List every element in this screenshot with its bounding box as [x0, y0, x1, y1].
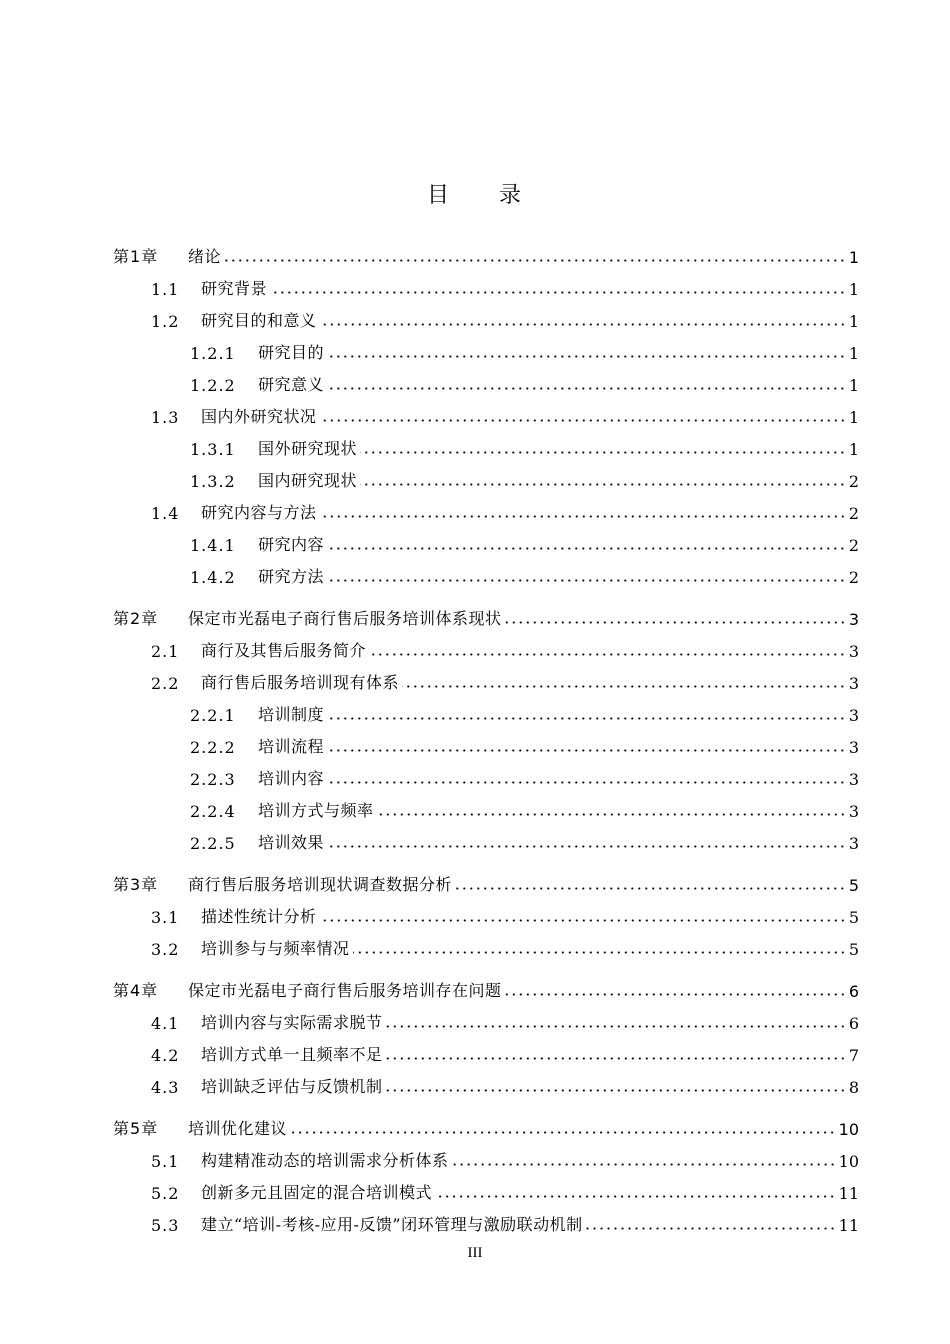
toc-section-entry[interactable]: [151, 1037, 859, 1065]
toc-section-entry[interactable]: [151, 665, 859, 693]
toc-entry-page: 5: [848, 876, 859, 895]
toc-entry-page: 5: [848, 940, 859, 959]
toc-dot-leader: [455, 887, 846, 890]
toc-chapter-entry[interactable]: [113, 973, 859, 1001]
toc-entry-title: 研究目的和意义: [201, 311, 317, 330]
toc-dot-leader: [452, 1163, 836, 1166]
toc-dot-leader: [386, 1057, 846, 1060]
toc-chapter-entry[interactable]: [113, 867, 859, 895]
toc-dot-leader: [327, 781, 846, 784]
toc-entry-title: 研究意义: [258, 375, 325, 394]
toc-entry-title: 培训方式单一且频率不足: [201, 1045, 383, 1064]
toc-section-entry[interactable]: [151, 931, 859, 959]
toc-entry-title: 构建精准动态的培训需求分析体系: [201, 1151, 449, 1170]
toc-entry-title: 研究内容与方法: [201, 503, 317, 522]
toc-section-entry[interactable]: [151, 899, 859, 927]
toc-entry-title: 研究背景: [201, 279, 268, 298]
toc-entry-number: 3.2: [151, 940, 180, 959]
toc-subsection-entry[interactable]: [190, 335, 859, 363]
toc-entry-number: 2.2: [151, 674, 180, 693]
toc-entry-number: 1.2.2: [190, 376, 236, 395]
toc-dot-leader: [360, 451, 846, 454]
toc-subsection-entry[interactable]: [190, 527, 859, 555]
toc-entry-title: 培训参与与频率情况: [201, 939, 350, 958]
toc-entry-title: 保定市光磊电子商行售后服务培训体系现状: [188, 609, 502, 628]
toc-entry-number: 5.2: [151, 1184, 180, 1203]
toc-dot-leader: [290, 1131, 836, 1134]
toc-entry-number: 2.2.5: [190, 834, 236, 853]
toc-entry-title: 商行售后服务培训现有体系: [201, 673, 400, 692]
toc-entry-number: 2.2.3: [190, 770, 236, 789]
toc-section-entry[interactable]: [151, 1069, 859, 1097]
toc-subsection-entry[interactable]: [190, 431, 859, 459]
toc-entry-page: 3: [848, 834, 859, 853]
toc-subsection-entry[interactable]: [190, 793, 859, 821]
toc-entry-number: 1.3.2: [190, 472, 236, 491]
toc-entry-number: 1.1: [151, 280, 180, 299]
toc-entry-title: 商行售后服务培训现状调查数据分析: [188, 875, 453, 894]
toc-dot-leader: [327, 355, 846, 358]
toc-subsection-entry[interactable]: [190, 463, 859, 491]
toc-entry-page: 3: [848, 802, 859, 821]
toc-entry-page: 1: [848, 440, 859, 459]
toc-entry-number: 1.4: [151, 504, 180, 523]
toc-entry-title: 培训缺乏评估与反馈机制: [201, 1077, 383, 1096]
toc-entry-number: 2.2.4: [190, 802, 236, 821]
toc-subsection-entry[interactable]: [190, 825, 859, 853]
toc-entry-title: 国外研究现状: [258, 439, 358, 458]
toc-entry-title: 培训内容与实际需求脱节: [201, 1013, 383, 1032]
toc-entry-number: 5.1: [151, 1152, 180, 1171]
toc-entry-page: 8: [848, 1078, 859, 1097]
toc-entry-page: 6: [848, 982, 859, 1001]
toc-entry-page: 2: [848, 504, 859, 523]
toc-section-entry[interactable]: [151, 1207, 859, 1235]
toc-entry-title: 研究内容: [258, 535, 325, 554]
toc-section-entry[interactable]: [151, 1005, 859, 1033]
toc-subsection-entry[interactable]: [190, 559, 859, 587]
toc-entry-title: 培训制度: [258, 705, 325, 724]
toc-subsection-entry[interactable]: [190, 729, 859, 757]
toc-dot-leader: [320, 919, 846, 922]
toc-dot-leader: [369, 653, 846, 656]
toc-subsection-entry[interactable]: [190, 697, 859, 725]
toc-section-entry[interactable]: [151, 303, 859, 331]
toc-entry-number: 第5章: [113, 1119, 159, 1138]
toc-entry-page: 1: [848, 408, 859, 427]
toc-entry-page: 1: [848, 376, 859, 395]
toc-entry-number: 1.3.1: [190, 440, 236, 459]
toc-dot-leader: [386, 1089, 846, 1092]
toc-chapter-entry[interactable]: [113, 239, 859, 267]
toc-entry-title: 研究方法: [258, 567, 325, 586]
toc-section-entry[interactable]: [151, 271, 859, 299]
toc-entry-page: 5: [848, 908, 859, 927]
toc-entry-page: 1: [848, 344, 859, 363]
toc-entry-page: 11: [838, 1216, 859, 1235]
toc-entry-number: 第4章: [113, 981, 159, 1000]
toc-entry-page: 3: [848, 706, 859, 725]
toc-entry-title: 绪论: [188, 247, 222, 266]
toc-dot-leader: [586, 1227, 836, 1230]
toc-entry-title: 培训流程: [258, 737, 325, 756]
toc-dot-leader: [320, 515, 846, 518]
toc-section-entry[interactable]: [151, 633, 859, 661]
toc-entry-page: 3: [848, 770, 859, 789]
toc-entry-page: 3: [848, 642, 859, 661]
toc-entry-title: 商行及其售后服务简介: [201, 641, 367, 660]
toc-dot-leader: [402, 685, 846, 688]
toc-entry-title: 保定市光磊电子商行售后服务培训存在问题: [188, 981, 502, 1000]
toc-entry-number: 2.1: [151, 642, 180, 661]
toc-dot-leader: [320, 419, 846, 422]
toc-chapter-entry[interactable]: [113, 601, 859, 629]
toc-dot-leader: [386, 1025, 846, 1028]
toc-entry-title: 创新多元且固定的混合培训模式: [201, 1183, 433, 1202]
toc-entry-page: 3: [848, 610, 859, 629]
toc-entry-number: 第3章: [113, 875, 159, 894]
toc-section-entry[interactable]: [151, 1175, 859, 1203]
toc-dot-leader: [327, 387, 846, 390]
toc-entry-number: 1.2: [151, 312, 180, 331]
toc-dot-leader: [327, 749, 846, 752]
toc-entry-number: 2.2.2: [190, 738, 236, 757]
toc-entry-page: 10: [838, 1120, 859, 1139]
toc-entry-number: 1.4.2: [190, 568, 236, 587]
toc-entry-number: 1.2.1: [190, 344, 236, 363]
toc-entry-number: 1.4.1: [190, 536, 236, 555]
toc-entry-number: 4.1: [151, 1014, 180, 1033]
toc-chapter-entry[interactable]: [113, 1111, 859, 1139]
toc-entry-number: 第2章: [113, 609, 159, 628]
toc-entry-title: 研究目的: [258, 343, 325, 362]
toc-entry-title: 国内研究现状: [258, 471, 358, 490]
toc-dot-leader: [327, 547, 846, 550]
toc-section-entry[interactable]: [151, 399, 859, 427]
toc-entry-number: 3.1: [151, 908, 180, 927]
page-number: III: [467, 1245, 483, 1261]
toc-dot-leader: [224, 259, 846, 262]
toc-entry-title: 国内外研究状况: [201, 407, 317, 426]
toc-entry-title: 培训方式与频率: [258, 801, 374, 820]
toc-subsection-entry[interactable]: [190, 761, 859, 789]
toc-entry-page: 1: [848, 280, 859, 299]
toc-dot-leader: [505, 993, 846, 996]
toc-entry-page: 11: [838, 1184, 859, 1203]
toc-dot-leader: [327, 579, 846, 582]
toc-entry-title: 建立“培训-考核-应用-反馈”闭环管理与激励联动机制: [201, 1215, 583, 1234]
toc-dot-leader: [435, 1195, 836, 1198]
toc-subsection-entry[interactable]: [190, 367, 859, 395]
toc-entry-number: 2.2.1: [190, 706, 236, 725]
toc-entry-number: 4.3: [151, 1078, 180, 1097]
toc-entry-number: 4.2: [151, 1046, 180, 1065]
toc-section-entry[interactable]: [151, 1143, 859, 1171]
toc-dot-leader: [360, 483, 846, 486]
toc-dot-leader: [377, 813, 846, 816]
toc-dot-leader: [327, 717, 846, 720]
toc-dot-leader: [505, 621, 846, 624]
toc-entry-page: 3: [848, 674, 859, 693]
toc-entry-page: 2: [848, 536, 859, 555]
toc-entry-page: 1: [848, 248, 859, 267]
toc-entry-page: 10: [838, 1152, 859, 1171]
toc-dot-leader: [270, 291, 846, 294]
toc-dot-leader: [353, 951, 846, 954]
toc-entry-title: 描述性统计分析: [201, 907, 317, 926]
toc-section-entry[interactable]: [151, 495, 859, 523]
toc-entry-number: 5.3: [151, 1216, 180, 1235]
toc-dot-leader: [320, 323, 846, 326]
toc-entry-title: 培训效果: [258, 833, 325, 852]
toc-entry-page: 1: [848, 312, 859, 331]
toc-dot-leader: [327, 845, 846, 848]
toc-entry-page: 6: [848, 1014, 859, 1033]
toc-entry-number: 第1章: [113, 247, 159, 266]
toc-entry-page: 2: [848, 472, 859, 491]
toc-entry-page: 7: [848, 1046, 859, 1065]
toc-entry-number: 1.3: [151, 408, 180, 427]
toc-entry-page: 3: [848, 738, 859, 757]
toc-entry-title: 培训优化建议: [188, 1119, 288, 1138]
toc-entry-title: 培训内容: [258, 769, 325, 788]
toc-entry-page: 2: [848, 568, 859, 587]
page-title: 目 录: [426, 183, 523, 208]
